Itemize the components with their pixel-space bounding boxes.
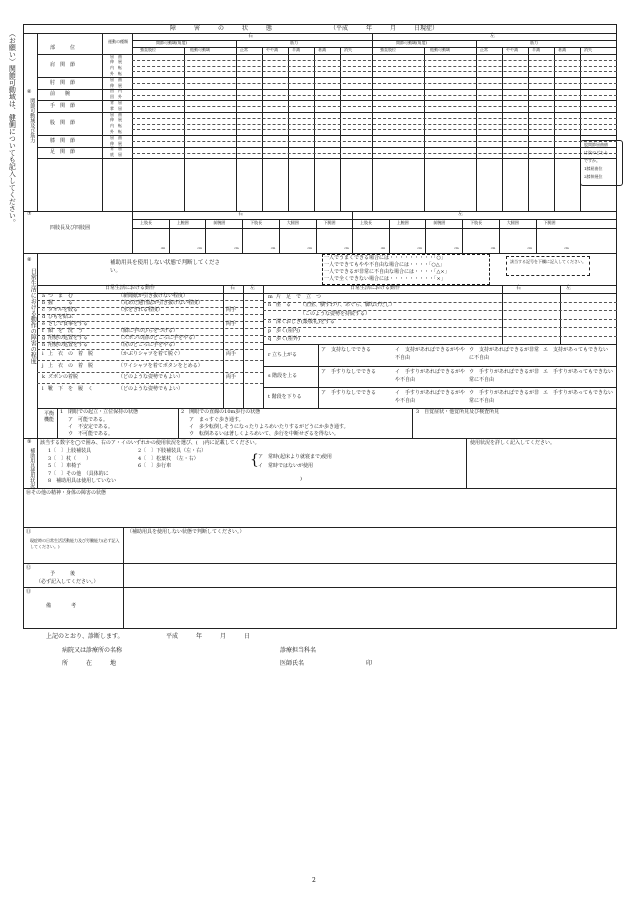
balance1-title: 1 閉眼での起立・立位保持の状態 xyxy=(60,409,139,415)
balance2-title: 2 開眼での直線の10m歩行の状態 xyxy=(181,409,261,415)
limb-unit: cm xyxy=(417,246,422,250)
motion-label: 外 転 xyxy=(110,71,122,76)
rom-section-num: ⑥ xyxy=(27,89,32,95)
hip-note-line: 股関節屈曲値 xyxy=(584,142,608,147)
adl-item-key: o xyxy=(268,319,272,325)
limb-unit: cm xyxy=(344,246,349,250)
hip-note-line: 1膝屈曲位 xyxy=(584,166,603,171)
motion-label: 回 外 xyxy=(110,94,122,100)
adl-item-name: 靴 下 を 履 く xyxy=(48,385,94,392)
adl-item-name: 握 る xyxy=(48,300,74,306)
adl-item-name: つ ま む xyxy=(48,293,74,299)
limb-col-header: 上肢長 xyxy=(360,220,372,225)
adl-item-desc: （このような姿勢を持続する） xyxy=(300,310,371,317)
stand-option: ウ 支持があればできるが非常に不自由 xyxy=(469,347,540,361)
limb-col-header: 上肢長 xyxy=(140,220,152,225)
remarks-label: 備 考 xyxy=(46,603,77,609)
motion-label: 内 転 xyxy=(110,123,122,129)
adl-item-desc: （顔に手のひらをつける） xyxy=(118,328,179,334)
prognosis-num: ⑫ xyxy=(26,565,32,571)
strength-header-left: 筋力 xyxy=(530,40,538,45)
aids-item: 4〔 〕松葉杖 （左・右） xyxy=(138,455,199,462)
motion-label: 屈 曲 xyxy=(110,111,122,117)
down-option: エ 手すりがあってもできない xyxy=(543,390,613,396)
adl-legend-note: 該当する記号を下欄に記入してください。 xyxy=(510,259,586,264)
aids-item: 5〔 〕車椅子 xyxy=(48,463,82,469)
balance2-option: ウ 転倒あるいは著しくよろめいて、歩行を中断せざるを得ない。 xyxy=(189,431,339,437)
balance1-option: ウ 不可能である。 xyxy=(68,431,114,437)
adl-prompt: 補助用具を使用しない状態で判断してください。 xyxy=(110,260,221,275)
rom-header-left: 関節可動域(角度) xyxy=(396,40,428,45)
adl-item-key: a xyxy=(42,293,45,299)
balance2-option: ア まっすぐ歩き通す。 xyxy=(189,417,244,423)
down-label: t 階段を下りる xyxy=(268,394,302,400)
limb-unit: cm xyxy=(564,246,569,250)
adl-item-name: 歩く(屋外) xyxy=(276,336,300,342)
daily-ability-note: （補助用具を使用しない状態で判断してください。） xyxy=(127,529,245,535)
rom-header-right: 関節可動域(角度) xyxy=(156,40,188,45)
limb-col-header: 下肢長 xyxy=(470,220,483,225)
rom-section-label: 関節可動域及び筋力 xyxy=(29,98,36,143)
limb-col-header: 下腿囲 xyxy=(323,220,336,225)
adl-item-key: l xyxy=(42,385,44,392)
passive-header-right: 他動可動域 xyxy=(190,47,210,52)
adl-col-left-left: 左 xyxy=(250,285,256,291)
col-part-header: 部 位 xyxy=(50,45,76,51)
motion-label: 伸 展 xyxy=(110,117,122,123)
aids-section-label: 補助用具使用状況 xyxy=(29,448,36,488)
adl-item-key: p xyxy=(268,327,272,334)
col-motion-header: 運動の種類 xyxy=(108,39,128,44)
adl-item-key: q xyxy=(268,336,272,342)
aids-item: 6〔 〕歩行車 xyxy=(138,463,172,469)
up-option: イ 手すりがあればできるがやや不自由 xyxy=(395,369,466,383)
hip-note-line: は次のどちら xyxy=(584,150,608,155)
adl-item-name: 深くおじぎ(最敬礼)をする xyxy=(276,319,335,325)
adl-item-name: 片 足 で 立 つ xyxy=(276,293,322,300)
limb-left-header: 左 xyxy=(458,211,464,217)
adl-col-left-right: 左 xyxy=(566,285,572,291)
adl-item-name: 顔 を 洗 う xyxy=(48,328,84,334)
adl-legend-line: 一人で全くできない場合には・・・・・・・・・「×」 xyxy=(324,276,446,282)
joint-label: 前 腕 xyxy=(50,91,71,98)
balance1-option: イ 不安定である。 xyxy=(68,424,114,430)
down-option: ア 手すりなしでできる xyxy=(321,390,377,396)
daily-ability-label: 現症時の日常生活活動能力及び労働能力(必ず記入してください。) xyxy=(30,538,120,549)
adl-section-label: 日常生活における動作の障害の程度 xyxy=(29,268,37,364)
balance-label: 平衡機能 xyxy=(44,411,55,423)
adl-both-hands: 両手 xyxy=(226,374,237,380)
balance1-option: ア 可能である。 xyxy=(68,417,109,423)
adl-item-desc: （ワイシャツを着てボタンをとめる） xyxy=(118,362,203,369)
adl-item-name: 上 衣 の 着 脱 xyxy=(48,362,94,369)
left-side-header: 左 xyxy=(490,33,496,39)
adl-both-hands: 両手 xyxy=(226,307,237,313)
up-option: ア 手すりなしでできる xyxy=(321,369,377,375)
strength-col-lost-right: 消失 xyxy=(344,47,352,52)
motion-label: 外 転 xyxy=(110,129,122,134)
limb-right-header: 右 xyxy=(238,211,244,217)
adl-both-hands: 両手 xyxy=(226,321,237,327)
limb-unit: cm xyxy=(527,246,533,250)
adl-item-key: b xyxy=(42,300,46,306)
limb-unit: cm xyxy=(160,246,166,250)
adl-col-activity-left: 日常生活における動作 xyxy=(105,285,156,291)
limb-section-num: ⑦ xyxy=(27,211,32,217)
limb-col-header: 前腕囲 xyxy=(433,220,446,225)
adl-item-name: 用便の処置をする xyxy=(48,335,89,341)
aids-item: 2〔 〕下肢補装具（左・右） xyxy=(138,448,207,454)
footer-date: 平成 年 月 日 xyxy=(166,633,251,640)
hip-note-line: ですか。 xyxy=(584,158,600,163)
adl-item-desc: （新聞紙が引き抜けない程度） xyxy=(118,293,189,299)
limb-unit: cm xyxy=(234,246,239,250)
joint-label: 肘 関 節 xyxy=(50,79,76,86)
adl-item-desc: （どのような姿勢でもよい） xyxy=(118,385,184,392)
adl-col-right-right: 右 xyxy=(516,285,522,291)
joint-label: 足 関 節 xyxy=(50,149,76,156)
down-option: ウ 手すりがあればできるが非常に不自由 xyxy=(469,390,540,404)
joint-label: 股 関 節 xyxy=(50,120,76,127)
strength-col-slight-left: やや減 xyxy=(506,47,518,52)
adl-legend-line: 一人でできてもやや不自由な場合には・・・・「○△」 xyxy=(324,262,445,268)
motion-label: 屈 曲 xyxy=(110,53,122,59)
motion-label: 伸 展 xyxy=(110,140,122,146)
adl-legend-line: 一人でうまくできる場合には・・・・・・・・・「○」 xyxy=(324,255,446,261)
adl-item-key: d xyxy=(42,314,46,320)
daily-ability-num: ⑪ xyxy=(26,529,32,535)
motion-label: 背 屈 xyxy=(110,100,122,105)
page-number: 2 xyxy=(312,877,316,884)
adl-item-desc: （水をきれる程度） xyxy=(118,307,164,313)
footer-hospital: 病院又は診療所の名称 xyxy=(62,647,123,654)
motion-label: 背 屈 xyxy=(110,146,122,152)
aids-usage-b: イ 常時ではないが使用 xyxy=(258,463,314,469)
stand-label: r 立ち上がる xyxy=(268,351,297,358)
limb-col-header: 大腿囲 xyxy=(506,220,519,225)
footer-address: 所 在 地 xyxy=(62,660,117,667)
adl-both-hands: 両手 xyxy=(226,351,237,357)
limb-unit: cm xyxy=(270,246,276,250)
adl-item-desc: （ズボンの前のところに手をやる） xyxy=(118,335,199,341)
limb-col-header: 下肢長 xyxy=(250,220,263,225)
aids-intro: 該当する数字を◯で囲み、右のア・イのいずれかの使用状況を選び、( )内に記載してください。 xyxy=(40,440,260,446)
motion-label: 掌 屈 xyxy=(110,105,122,111)
adl-item-key: i xyxy=(42,351,44,357)
aids-item: 1〔 〕上肢補装具 xyxy=(48,448,92,454)
active-header-left: 強直肢位 xyxy=(380,47,396,52)
prognosis-sub: （必ず記入してください。） xyxy=(36,579,99,585)
adl-item-key: g xyxy=(42,335,46,341)
strength-col-lost-left: 消失 xyxy=(584,47,592,52)
strength-col-marked-left: 著減 xyxy=(558,47,566,52)
up-option: エ 手すりがあってもできない xyxy=(543,369,613,375)
adl-item-name: ひもを結ぶ xyxy=(48,314,74,320)
adl-item-name: ズボンの着脱 xyxy=(48,374,79,380)
footer-statement: 上記のとおり、診断します。 xyxy=(46,633,124,640)
stand-option: エ 支持があってもできない xyxy=(543,347,608,353)
adl-item-desc: （どのような姿勢でもよい） xyxy=(118,374,184,380)
adl-item-name: 座 る xyxy=(276,302,292,308)
adl-item-name: タオルを絞る xyxy=(48,307,79,313)
adl-section-num: ⑧ xyxy=(27,257,32,263)
up-option: ウ 手すりがあればできるが非常に不自由 xyxy=(469,369,540,383)
limb-col-header: 大腿囲 xyxy=(286,220,299,225)
footer-seal: 印 xyxy=(366,660,373,667)
aids-detail: 使用状況を詳しく記入してください。 xyxy=(470,440,556,446)
passive-header-left: 他動可動域 xyxy=(430,47,450,52)
aids-section-num: ⑨ xyxy=(27,439,32,445)
adl-item-key: f xyxy=(42,328,44,334)
aids-item: 8 補助用具は使用していない xyxy=(48,478,117,484)
strength-col-normal-right: 正常 xyxy=(240,47,248,52)
strength-col-half-right: 半減 xyxy=(292,47,300,52)
adl-item-key: n xyxy=(268,302,272,308)
adl-item-name: さじで食事をする xyxy=(48,321,89,327)
adl-item-desc: （尻のところに手をやる） xyxy=(118,342,179,348)
balance3-title: 3 自覚症状・他覚所見及び検査所見 xyxy=(416,409,500,415)
active-header-right: 強直肢位 xyxy=(140,47,156,52)
limb-unit: cm xyxy=(307,246,313,250)
footer-doctor: 医師氏名 xyxy=(280,660,305,667)
strength-col-marked-right: 著減 xyxy=(318,47,326,52)
joint-label: 膝 関 節 xyxy=(50,137,76,144)
limb-col-header: 前腕囲 xyxy=(213,220,226,225)
form-title: 障 害 の 状 態 xyxy=(170,25,273,32)
aids-item: 7〔 〕その他 （具体的に xyxy=(48,470,109,477)
adl-col-right-left: 右 xyxy=(230,285,236,291)
aids-bracket: { xyxy=(250,452,259,468)
motion-label: 内 転 xyxy=(110,65,122,71)
up-label: s 階段を上る xyxy=(268,373,298,379)
motion-label: 回 内 xyxy=(110,88,122,94)
adl-item-name: 上 衣 の 着 脱 xyxy=(48,351,94,357)
strength-col-slight-right: やや減 xyxy=(266,47,278,52)
motion-label: 底 屈 xyxy=(110,152,122,158)
balance2-option: イ 多少転倒しそうになったりよろめいたりするがどうにか歩き通す。 xyxy=(189,424,349,430)
limb-unit: cm xyxy=(197,246,202,250)
motion-label: 屈 曲 xyxy=(110,76,122,82)
adl-item-name: 歩く(屋内) xyxy=(276,327,300,334)
left-margin-note: （お願い）関節可動域は、健側についても記入してください。 xyxy=(8,30,17,226)
strength-col-half-left: 半減 xyxy=(532,47,540,52)
down-option: イ 手すりがあればできるがやや不自由 xyxy=(395,390,466,404)
joint-label: 手 関 節 xyxy=(50,102,76,109)
other-disorder-label: ⑩その他の精神・身体の障害の状態 xyxy=(26,490,107,496)
adl-item-key: k xyxy=(42,374,46,380)
adl-item-desc: （正座、横すわり、あぐら、脚なげだし） xyxy=(300,302,396,308)
limb-unit: cm xyxy=(490,246,496,250)
footer-department: 診療担当科名 xyxy=(280,647,317,654)
adl-item-key: m xyxy=(268,293,273,300)
joint-label: 肩 関 節 xyxy=(50,62,76,69)
motion-label: 伸 展 xyxy=(110,59,122,65)
aids-usage-a: ア 常時(起床より就寝まで)使用 xyxy=(258,454,332,460)
adl-item-key: j xyxy=(42,362,44,369)
adl-item-desc: （かぶりシャツを着て脱ぐ） xyxy=(118,351,183,357)
adl-item-key: e xyxy=(42,321,45,327)
adl-item-key: c xyxy=(42,307,45,313)
motion-label: 伸 展 xyxy=(110,82,122,88)
adl-item-name: 用便の処置をする xyxy=(48,342,89,348)
adl-col-activity-right: 日常生活における動作 xyxy=(350,285,401,291)
prognosis-label: 予 後 xyxy=(50,571,76,577)
stand-option: イ 支持があればできるがやや不自由 xyxy=(395,347,466,361)
form-date: （平成 年 月 日現症） xyxy=(330,25,439,32)
adl-legend-line: 一人でできるが非常に不自由な場合には・・・・「△×」 xyxy=(324,269,450,275)
adl-item-key: h xyxy=(42,342,46,348)
limb-section-label: 四肢長及び四肢囲 xyxy=(50,225,91,231)
limb-unit: cm xyxy=(454,246,459,250)
right-side-header: 右 xyxy=(248,33,254,39)
adl-item-desc: （丸めた週刊誌が引き抜けない程度） xyxy=(118,300,204,306)
motion-label: 屈 曲 xyxy=(110,134,122,140)
limb-col-header: 下腿囲 xyxy=(543,220,556,225)
hip-note-line: 2膝伸展位 xyxy=(584,174,603,179)
stand-option: ア 支持なしでできる xyxy=(321,347,372,353)
limb-col-header: 上腕囲 xyxy=(396,220,409,225)
strength-col-normal-left: 正常 xyxy=(480,47,488,52)
remarks-num: ⑬ xyxy=(26,589,32,595)
strength-header-right: 筋力 xyxy=(290,40,298,45)
aids-close-paren: ) xyxy=(300,476,302,482)
limb-unit: cm xyxy=(380,246,386,250)
limb-col-header: 上腕囲 xyxy=(176,220,189,225)
aids-item: 3〔 〕杖（ ） xyxy=(48,455,92,462)
